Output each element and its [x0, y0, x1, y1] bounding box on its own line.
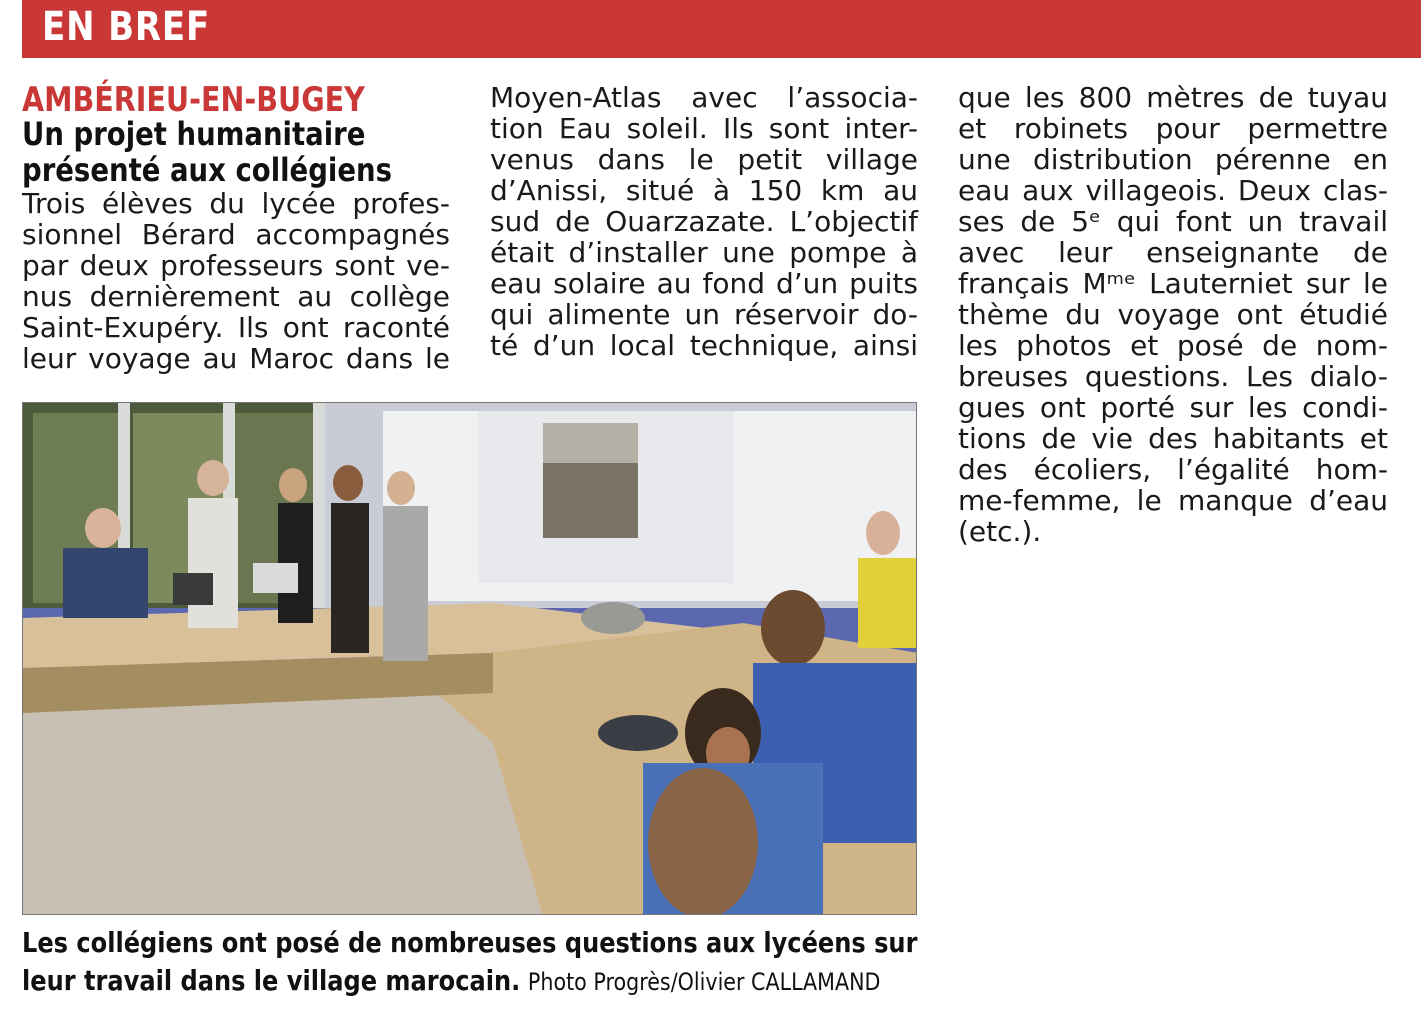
column-3-line: thème du voyage ont étudié: [958, 298, 1388, 331]
column-3-line: les photos et posé de nom-: [958, 329, 1388, 362]
article-headline: Un projet humanitaire présenté aux collégiens: [22, 115, 392, 189]
column-3-line: français Mᵐᵉ Lauterniet sur le: [958, 267, 1388, 300]
column-2-line: était d’installer une pompe à: [490, 236, 918, 269]
column-3-line: avec leur enseignante de: [958, 236, 1388, 269]
article-column-2: [490, 82, 918, 361]
article-photo: [22, 402, 917, 915]
classroom-photo-illustration: [23, 403, 917, 915]
photo-caption: [22, 924, 922, 1001]
column-2-line: Moyen-Atlas avec l’associa-: [490, 81, 918, 114]
article-kicker-location: AMBÉRIEU-EN-BUGEY: [22, 80, 365, 120]
photo-credit: Photo Progrès/Olivier CALLAMAND: [527, 968, 881, 996]
column-1-line: leur voyage au Maroc dans le: [22, 342, 450, 375]
caption-line-2: [22, 962, 881, 1001]
caption-text-line-2: leur travail dans le village marocain.: [22, 964, 521, 997]
column-3-line: (etc.).: [958, 515, 1042, 548]
article-column-3: [958, 82, 1388, 547]
column-3-line: des écoliers, l’égalité hom-: [958, 453, 1388, 486]
caption-text-line-1: Les collégiens ont posé de nombreuses questions aux lycéens sur: [22, 926, 918, 959]
column-2-line: venus dans le petit village: [490, 143, 918, 176]
column-3-line: que les 800 mètres de tuyau: [958, 81, 1388, 114]
column-3-line: ses de 5ᵉ qui font un travail: [958, 205, 1388, 238]
column-3-line: gues ont porté sur les condi-: [958, 391, 1388, 424]
column-2-line: té d’un local technique, ainsi: [490, 329, 918, 362]
column-1-line: Trois élèves du lycée profes-: [22, 187, 450, 220]
column-2-line: sud de Ouarzazate. L’objectif: [490, 205, 918, 238]
article-column-1: [22, 188, 450, 374]
column-1-line: Saint-Exupéry. Ils ont raconté: [22, 311, 450, 344]
column-2-line: d’Anissi, situé à 150 km au: [490, 174, 918, 207]
column-1-line: nus dernièrement au collège: [22, 280, 450, 313]
column-1-line: par deux professeurs sont ve-: [22, 249, 450, 282]
column-2-line: eau solaire au fond d’un puits: [490, 267, 918, 300]
column-1-line: sionnel Bérard accompagnés: [22, 218, 450, 251]
column-3-line: breuses questions. Les dialo-: [958, 360, 1388, 393]
column-2-line: qui alimente un réservoir do-: [490, 298, 918, 331]
column-3-line: me-femme, le manque d’eau: [958, 484, 1388, 517]
column-3-line: eau aux villageois. Deux clas-: [958, 174, 1388, 207]
column-3-line: une distribution pérenne en: [958, 143, 1388, 176]
column-2-line: tion Eau soleil. Ils sont inter-: [490, 112, 918, 145]
section-banner: [22, 0, 1421, 58]
column-3-line: tions de vie des habitants et: [958, 422, 1388, 455]
caption-line-1: [22, 924, 918, 962]
section-banner-label: EN BREF: [42, 4, 211, 50]
column-3-line: et robinets pour permettre: [958, 112, 1388, 145]
